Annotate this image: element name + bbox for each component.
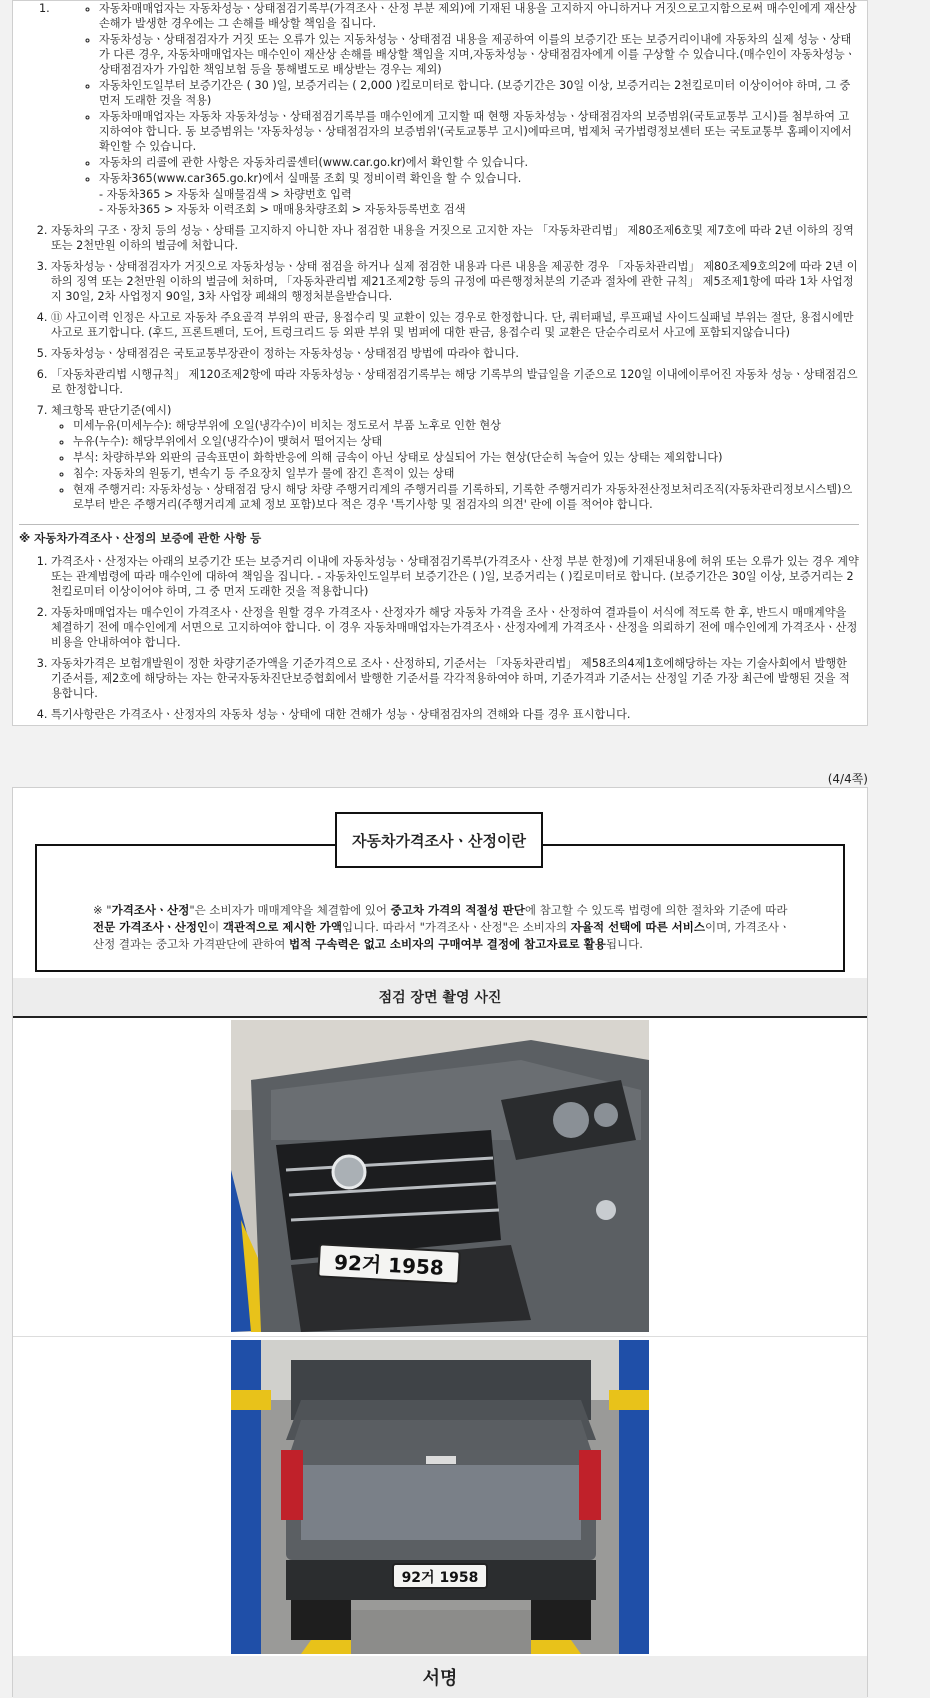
notice-list: [27, 1, 859, 217]
text-run: 됩니다.: [605, 937, 643, 951]
document-page-4: [12, 787, 868, 1697]
license-plate-front: 92거 1958: [333, 1250, 445, 1280]
sub-item: ◦ 자동차의 리콜에 관한 사항은 자동차리콜센터(www.car.go.kr)에서 확인할 수 있습니다.: [99, 155, 859, 170]
notice-item-7: [51, 403, 859, 512]
inspection-photo-rear: [231, 1340, 649, 1654]
price-item-1: 1. 가격조사ㆍ산정자는 아래의 보증기간 또는 보증거리 이내에 자동차성능ㆍ상태점검기록부(가격조사ㆍ산정 부분 한정)에 기재된내용에 허위 또는 오류가 있는 경우 계약 또는 관계법령에 따라 매수인에 대하여 책임을 집니다. - 자동차인도일부터 보증기간은 ( )일, 보증거리는 ( )킬로미터로 합니다. (보증기간은 30일 이상, 보증거리는 2천킬로미터 이상이어야 하며, 그 중 먼저 도래한 것을 적용합니다): [51, 554, 859, 599]
price-guarantee-list: [27, 554, 859, 722]
criteria-item: ◦ 누유(누수): 해당부위에서 오일(냉각수)이 맺혀서 떨어지는 상태: [73, 434, 859, 449]
signature-header: 서명: [13, 1656, 867, 1698]
text-run: "은 소비자가 매매계약을 체결함에 있어: [189, 903, 391, 917]
car365-path-2: - 자동차365 > 자동차 이력조회 > 매매용차량조회 > 자동차등록번호 검색: [99, 203, 466, 216]
explanation-text: [93, 902, 793, 953]
criteria-item: ◦ 부식: 차량하부와 외판의 금속표면이 화학반응에 의해 금속이 아닌 상태로 상실되어 가는 현상(단순히 녹슬어 있는 상태는 제외합니다): [73, 450, 859, 465]
price-item-3: 3. 자동차가격은 보험개발원이 정한 차량기준가액을 기준가격으로 조사ㆍ산정하되, 기준서는 「자동차관리법」 제58조의4제1호에해당하는 자는 기술사회에서 발행한 기준서를, 제2호에 해당하는 자는 한국자동차진단보증협회에서 발행한 기준서를 각각적용하여야 하며, 기준가격과 기준서는 산정일 기준 가장 최근에 발행된 것을 적용합니다.: [51, 656, 859, 701]
car-rear-image: [231, 1340, 649, 1654]
text-run: 자율적 선택에 따른 서비스: [570, 920, 706, 934]
text-run: 전문 가격조사ㆍ산정인: [93, 920, 209, 934]
text-run: 중고차 가격의 적절성 판단: [390, 903, 525, 917]
text-run: 법적 구속력은 없고 소비자의 구매여부 결정에 참고자료로 활용: [289, 937, 606, 951]
price-item-2: 2. 자동차매매업자는 매수인이 가격조사ㆍ산정을 원할 경우 가격조사ㆍ산정자가 해당 자동차 가격을 조사ㆍ산정하여 결과를이 서식에 적도록 한 후, 반드시 매매계약을 체결하기 전에 매수인에게 서면으로 고지하여야 합니다. 이 경우 자동차매매업자는가격조사ㆍ산정자에게 가격조사ㆍ산정을 의뢰하기 전에 매수인에게 가격조사ㆍ산정 비용을 안내하여야 합니다.: [51, 605, 859, 650]
page-title: 자동차가격조사ㆍ산정이란: [335, 812, 543, 868]
document-page-3: [12, 0, 868, 726]
text-run: 이며, 가격조사ㆍ산정 결과는 중고차 가격판단에 관하여: [93, 920, 791, 951]
criteria-list: [51, 418, 859, 512]
item-1-marker: 1.: [39, 2, 50, 15]
price-item-4: 4. 특기사항란은 가격조사ㆍ산정자의 자동차 성능ㆍ상태에 대한 견해가 성능ㆍ상태점검자의 견해와 다를 경우 표시합니다.: [51, 707, 859, 722]
sub-item: ◦ 자동차매매업자는 자동차성능ㆍ상태점검기록부(가격조사ㆍ산정 부분 제외)에 기재된 내용을 고지하지 아니하거나 거짓으로고지함으로써 매수인에게 재산상 손해가 발생한 경우에는 그 손해를 배상할 책임을 집니다.: [99, 1, 859, 31]
text-run: 입니다. 따라서 "가격조사ㆍ산정"은 소비자의: [341, 920, 571, 934]
text-run: 이: [208, 920, 223, 934]
criteria-title: 체크항목 판단기준(예시): [51, 404, 172, 417]
sub-item: ◦ 자동차인도일부터 보증기간은 ( 30 )일, 보증거리는 ( 2,000 )킬로미터로 합니다. (보증기간은 30일 이상, 보증거리는 2천킬로미터 이상이어야 하며, 그 중 먼저 도래한 것을 적용): [99, 78, 859, 108]
text-run: 에 참고할 수 있도록 법령에 의한 절차와 기준에 따라: [524, 903, 788, 917]
notice-item-5: 5. 자동차성능ㆍ상태점검은 국토교통부장관이 정하는 자동차성능ㆍ상태점검 방법에 따라야 합니다.: [51, 346, 859, 361]
notice-item-6: 6. 「자동차관리법 시행규칙」 제120조제2항에 따라 자동차성능ㆍ상태점검기록부는 해당 기록부의 발급일을 기준으로 120일 이내에이루어진 자동차 성능ㆍ상태점검으로 한정합니다.: [51, 367, 859, 397]
price-guarantee-title: ※ 자동차가격조사ㆍ산정의 보증에 관한 사항 등: [19, 524, 859, 546]
notice-item-1: [27, 1, 859, 217]
license-plate-rear: 92거 1958: [401, 1570, 479, 1586]
notice-list-continued: [27, 223, 859, 512]
sub-item: ◦ 자동차매매업자는 자동차 자동차성능ㆍ상태점검기록부를 매수인에게 고지할 때 현행 자동차성능ㆍ상태점검자의 보증범위(국토교통부 고시)를 첨부하여 고지하여야 합니다. 동 보증범위는 '자동차성능ㆍ상태점검자의 보증범위'(국토교통부 고시)에따르며, 법제처 국가법령정보센터 또는 국토교통부 홈페이지에서 확인할 수 있습니다.: [99, 109, 859, 154]
car-front-image: [231, 1020, 649, 1332]
text-run: 가격조사ㆍ산정: [111, 903, 190, 917]
item-1-sublist: [27, 1, 859, 186]
notice-item-2: 2. 자동차의 구조ㆍ장치 등의 성능ㆍ상태를 고지하지 아니한 자나 점검한 내용을 거짓으로 고지한 자는 「자동차관리법」 제80조제6호및 제7호에 따라 2년 이하의 징역 또는 2천만원 이하의 벌금에 처합니다.: [51, 223, 859, 253]
notice-item-3: 3. 자동차성능ㆍ상태점검자가 거짓으로 자동차성능ㆍ상태 점검을 하거나 실제 점검한 내용과 다른 내용을 제공한 경우 「자동차관리법」 제80조제9호의2에 따라 2년 이하의 징역 또는 2천만원 이하의 벌금에 처하며, 「자동차관리법 제21조제2항 등의 규정에 따른행정처분의 기준과 절차에 관한 규칙」 제5조제1항에 따라 1차 사업정지 30일, 2차 사업정지 90일, 3차 사업장 폐쇄의 행정처분을받습니다.: [51, 259, 859, 304]
criteria-item: ◦ 현재 주행거리: 자동차성능ㆍ상태점검 당시 해당 차량 주행거리계의 주행거리를 기록하되, 기록한 주행거리가 자동차전산정보처리조직(자동차관리정보시스템)으로부터 받은 주행거리(주행거리계 교체 정보 포함)보다 적은 경우 '특기사항 및 점검자의 의견' 란에 이를 적어야 합니다.: [73, 482, 859, 512]
car365-path-1: - 자동차365 > 자동차 실매물검색 > 차량번호 입력: [99, 188, 352, 201]
photos-header: 점검 장면 촬영 사진: [13, 978, 867, 1018]
criteria-item: ◦ 미세누유(미세누수): 해당부위에 오일(냉각수)이 비치는 정도로서 부품 노후로 인한 현상: [73, 418, 859, 433]
page-number: (4/4쪽): [827, 772, 868, 786]
criteria-item: ◦ 침수: 자동차의 원동기, 변속기 등 주요장치 일부가 물에 잠긴 흔적이 있는 상태: [73, 466, 859, 481]
sub-item: ◦ 자동차365(www.car365.go.kr)에서 실매물 조회 및 정비이력 확인을 할 수 있습니다.: [99, 171, 859, 186]
text-run: ※ ": [93, 903, 112, 917]
photo-divider: [13, 1336, 867, 1337]
text-run: 객관적으로 제시한 가액: [222, 920, 342, 934]
sub-item: ◦ 자동차성능ㆍ상태점검자가 거짓 또는 오류가 있는 지동차성능ㆍ상태점검 내용을 제공하여 이를의 보증기간 또는 보증거리이내에 자동차의 실제 성능ㆍ상태가 다른 경우, 자동차매매업자는 매수인이 재산상 손해를 배상할 책임을 지며,자동차성능ㆍ상태점검자에게 이를 구상할 수 있습니다.(매수인이 자동차성능ㆍ상태점검자가 가입한 책임보험 등을 통해별도로 배상받는 경우는 제외): [99, 32, 859, 77]
notice-item-4: 4. ⑪ 사고이력 인정은 사고로 자동차 주요골격 부위의 판금, 용접수리 및 교환이 있는 경우로 한정합니다. 단, 쿼터패널, 루프패널 사이드실패널 부위는 절단, 용접시에만 사고로 표기합니다. (후드, 프론트펜더, 도어, 트렁크리드 등 외판 부위 및 범퍼에 대한 판금, 용접수리 및 교환은 단순수리로서 사고에 포함되지않습니다): [51, 310, 859, 340]
inspection-photo-front: [231, 1020, 649, 1332]
